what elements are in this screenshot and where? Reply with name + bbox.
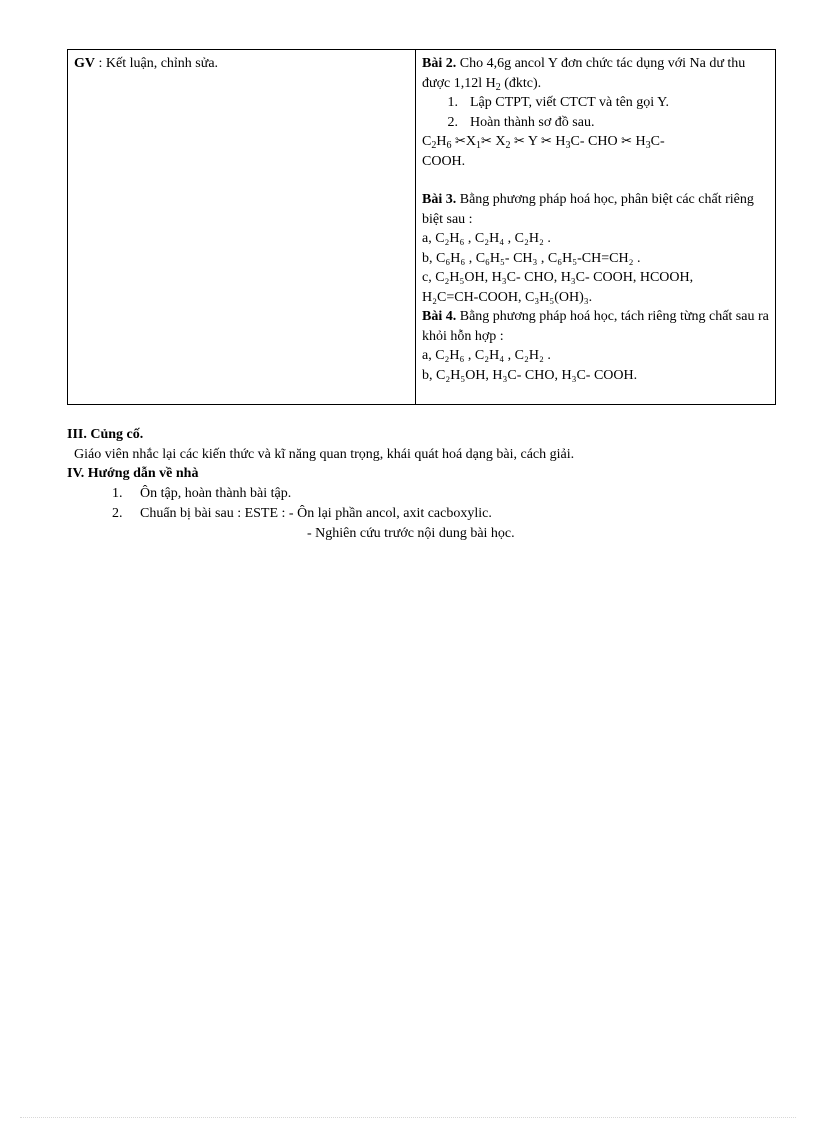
- bai2-list: [422, 93, 770, 132]
- teacher-activity-cell: [68, 50, 416, 405]
- gv-text: : Kết luận, chỉnh sửa.: [95, 56, 219, 71]
- bai3-intro: [422, 190, 770, 229]
- h2-subscript: 2: [495, 81, 501, 93]
- list-item: 1. Ôn tập, hoàn thành bài tập.: [112, 486, 292, 501]
- bai4-label: Bài 4.: [422, 309, 457, 324]
- bai3-line-c1: c, C₂H₅OH, H₃C- CHO, H₃C- COOH, HCOOH,: [422, 270, 694, 285]
- gv-label: GV: [74, 56, 95, 71]
- list-item: 2. Chuẩn bị bài sau : ESTE : - Ôn lại phần ancol, axit cacboxylic.: [112, 506, 492, 521]
- bai2-text: Cho 4,6g ancol Y đơn chức tác dụng với Na dư thu được 1,12l H: [422, 56, 746, 91]
- section4-title: IV. Hướng dẫn về nhà: [67, 466, 199, 481]
- list-item: 1. Lập CTPT, viết CTCT và tên gọi Y.: [447, 95, 669, 110]
- bai3-text: Bằng phương pháp hoá học, phân biệt các chất riêng biệt sau :: [422, 192, 754, 227]
- bai2-label: Bài 2.: [422, 56, 457, 71]
- bai3-line-a: a, C₂H₆ , C₂H₄ , C₂H₂ .: [422, 231, 551, 246]
- bai3-line-c2: H₂C=CH-COOH, C₃H₅(OH)₃.: [422, 289, 593, 305]
- scissors-arrow-icon: ✂: [481, 134, 492, 149]
- bai3-line-b: b, C₆H₆ , C₆H₅- CH₃ , C₆H₅-CH=CH₂ .: [422, 250, 641, 266]
- scissors-arrow-icon: ✂: [541, 134, 552, 149]
- bai4-text: Bằng phương pháp hoá học, tách riêng từng chất sau ra khỏi hỗn hợp :: [422, 309, 769, 344]
- section4-continuation: - Nghiên cứu trước nội dung bài học.: [307, 526, 515, 541]
- lesson-table: [67, 49, 776, 405]
- list-item: 2. Hoàn thành sơ đồ sau.: [447, 114, 595, 130]
- bai2-intro: [422, 54, 770, 93]
- exercise-cell: [416, 50, 776, 405]
- section3-text: Giáo viên nhắc lại các kiến thức và kĩ năng quan trọng, khái quát hoá dạng bài, cách giải.: [74, 447, 575, 462]
- section3-title: III. Củng cố.: [67, 427, 144, 442]
- bai4-intro: [422, 307, 770, 346]
- reaction-scheme: $C_2H_6$ $✂X_1✂$ $X_2$ ✂ Y ✂ $H_3C-$ CHO ✂ $H_3C-$ COOH.: [422, 134, 665, 169]
- bai2-text-end: (đktc).: [500, 75, 542, 91]
- bai4-line-a: a, C₂H₆ , C₂H₄ , C₂H₂ .: [422, 348, 551, 363]
- scissors-arrow-icon: ✂: [621, 134, 633, 149]
- scissors-arrow-icon: ✂: [454, 134, 466, 149]
- page-bottom-divider: [20, 1117, 796, 1118]
- bai3-label: Bài 3.: [422, 192, 457, 207]
- bai4-line-b: b, C₂H₅OH, H₃C- CHO, H₃C- COOH.: [422, 367, 638, 383]
- scissors-arrow-icon: ✂: [514, 134, 525, 149]
